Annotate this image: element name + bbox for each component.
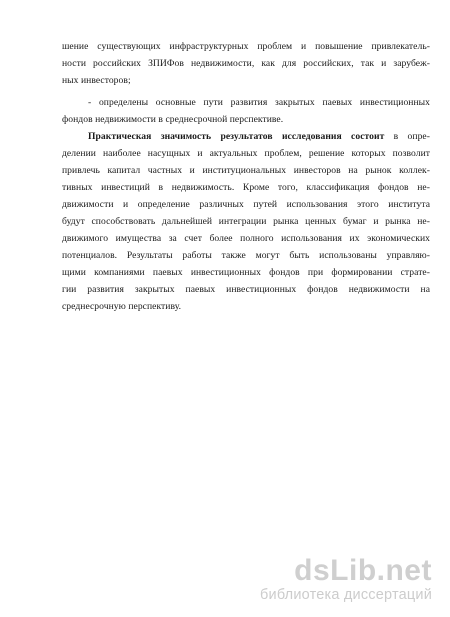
text-line: привлечь капитал частных и институциональных инвесторов на рынок коллек- bbox=[62, 165, 430, 176]
text-line: делении наиболее насущных и актуальных проблем, решение которых позволит bbox=[62, 148, 430, 159]
text-line: ных инвесторов; bbox=[62, 75, 131, 86]
text-line: тивных инвестиций в недвижимость. Кроме того, классификация фондов не- bbox=[62, 182, 430, 193]
text-line: движимости и определение различных путей использования этого института bbox=[62, 199, 430, 210]
text-line: потенциалов. Результаты работы также могут быть использованы управляю- bbox=[62, 250, 430, 261]
bold-lead-text: Практическая значимость результатов исследования состоит bbox=[88, 131, 385, 142]
paragraph-practical-significance bbox=[62, 128, 430, 315]
paragraph-continuation bbox=[62, 38, 430, 89]
text-line: - определены основные пути развития закрытых паевых инвестиционных bbox=[88, 97, 430, 108]
text-line-with-bold-lead bbox=[62, 128, 430, 145]
text-line-tail: в опре- bbox=[384, 131, 430, 142]
text-line: фондов недвижимости в среднесрочной перспективе. bbox=[62, 114, 284, 125]
text-line: щими компаниями паевых инвестиционных фондов при формировании страте- bbox=[62, 267, 430, 278]
text-line: движимого имущества за счет более полного использования их экономических bbox=[62, 233, 430, 244]
text-line: ности российских ЗПИФов недвижимости, как для российских, так и зарубеж- bbox=[62, 58, 430, 69]
paragraph-list-item bbox=[62, 94, 430, 128]
watermark-logo: dsLib.net bbox=[294, 554, 432, 587]
text-line: гии развития закрытых паевых инвестиционных фондов недвижимости на bbox=[62, 284, 430, 295]
text-line: будут способствовать дальнейшей интеграции рынка ценных бумаг и рынка не- bbox=[62, 216, 430, 227]
text-line: шение существующих инфраструктурных проблем и повышение привлекатель- bbox=[62, 41, 430, 52]
watermark-subtitle: библиотека диссертаций bbox=[260, 587, 432, 603]
dslib-watermark bbox=[260, 555, 432, 603]
text-line: среднесрочную перспективу. bbox=[62, 301, 182, 312]
